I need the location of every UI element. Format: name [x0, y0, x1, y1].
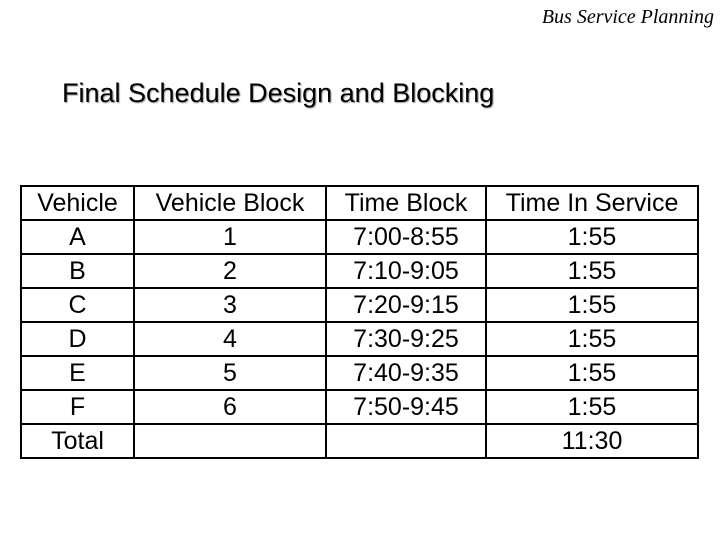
cell-time-block: 7:10-9:05	[326, 254, 486, 288]
cell-time-in-service: 1:55	[486, 322, 698, 356]
column-header-vehicle-block: Vehicle Block	[134, 186, 326, 220]
table-row	[21, 390, 698, 424]
cell-vehicle: E	[21, 356, 134, 390]
cell-time-in-service: 1:55	[486, 220, 698, 254]
cell-time-block: 7:20-9:15	[326, 288, 486, 322]
cell-time-block: 7:50-9:45	[326, 390, 486, 424]
column-header-vehicle: Vehicle	[21, 186, 134, 220]
cell-vehicle-block: 2	[134, 254, 326, 288]
table-header-row	[21, 186, 698, 220]
cell-vehicle-block: 1	[134, 220, 326, 254]
table-row	[21, 356, 698, 390]
cell-vehicle: A	[21, 220, 134, 254]
cell-vehicle: B	[21, 254, 134, 288]
cell-time-block: 7:40-9:35	[326, 356, 486, 390]
column-header-time-in-service: Time In Service	[486, 186, 698, 220]
course-label: Bus Service Planning	[541, 6, 714, 28]
cell-vehicle-block: 5	[134, 356, 326, 390]
schedule-table	[20, 185, 699, 459]
table-row	[21, 288, 698, 322]
total-vehicle-block	[134, 424, 326, 458]
cell-vehicle: C	[21, 288, 134, 322]
table-row	[21, 254, 698, 288]
cell-vehicle-block: 3	[134, 288, 326, 322]
cell-vehicle: D	[21, 322, 134, 356]
total-label: Total	[21, 424, 134, 458]
total-time-in-service: 11:30	[486, 424, 698, 458]
cell-vehicle: F	[21, 390, 134, 424]
table-row	[21, 220, 698, 254]
cell-time-in-service: 1:55	[486, 288, 698, 322]
table-row	[21, 322, 698, 356]
cell-time-in-service: 1:55	[486, 254, 698, 288]
cell-vehicle-block: 6	[134, 390, 326, 424]
total-row	[21, 424, 698, 458]
page-title: Final Schedule Design and Blocking	[62, 78, 495, 108]
cell-time-block: 7:00-8:55	[326, 220, 486, 254]
cell-time-in-service: 1:55	[486, 390, 698, 424]
column-header-time-block: Time Block	[326, 186, 486, 220]
cell-vehicle-block: 4	[134, 322, 326, 356]
cell-time-in-service: 1:55	[486, 356, 698, 390]
cell-time-block: 7:30-9:25	[326, 322, 486, 356]
total-time-block	[326, 424, 486, 458]
